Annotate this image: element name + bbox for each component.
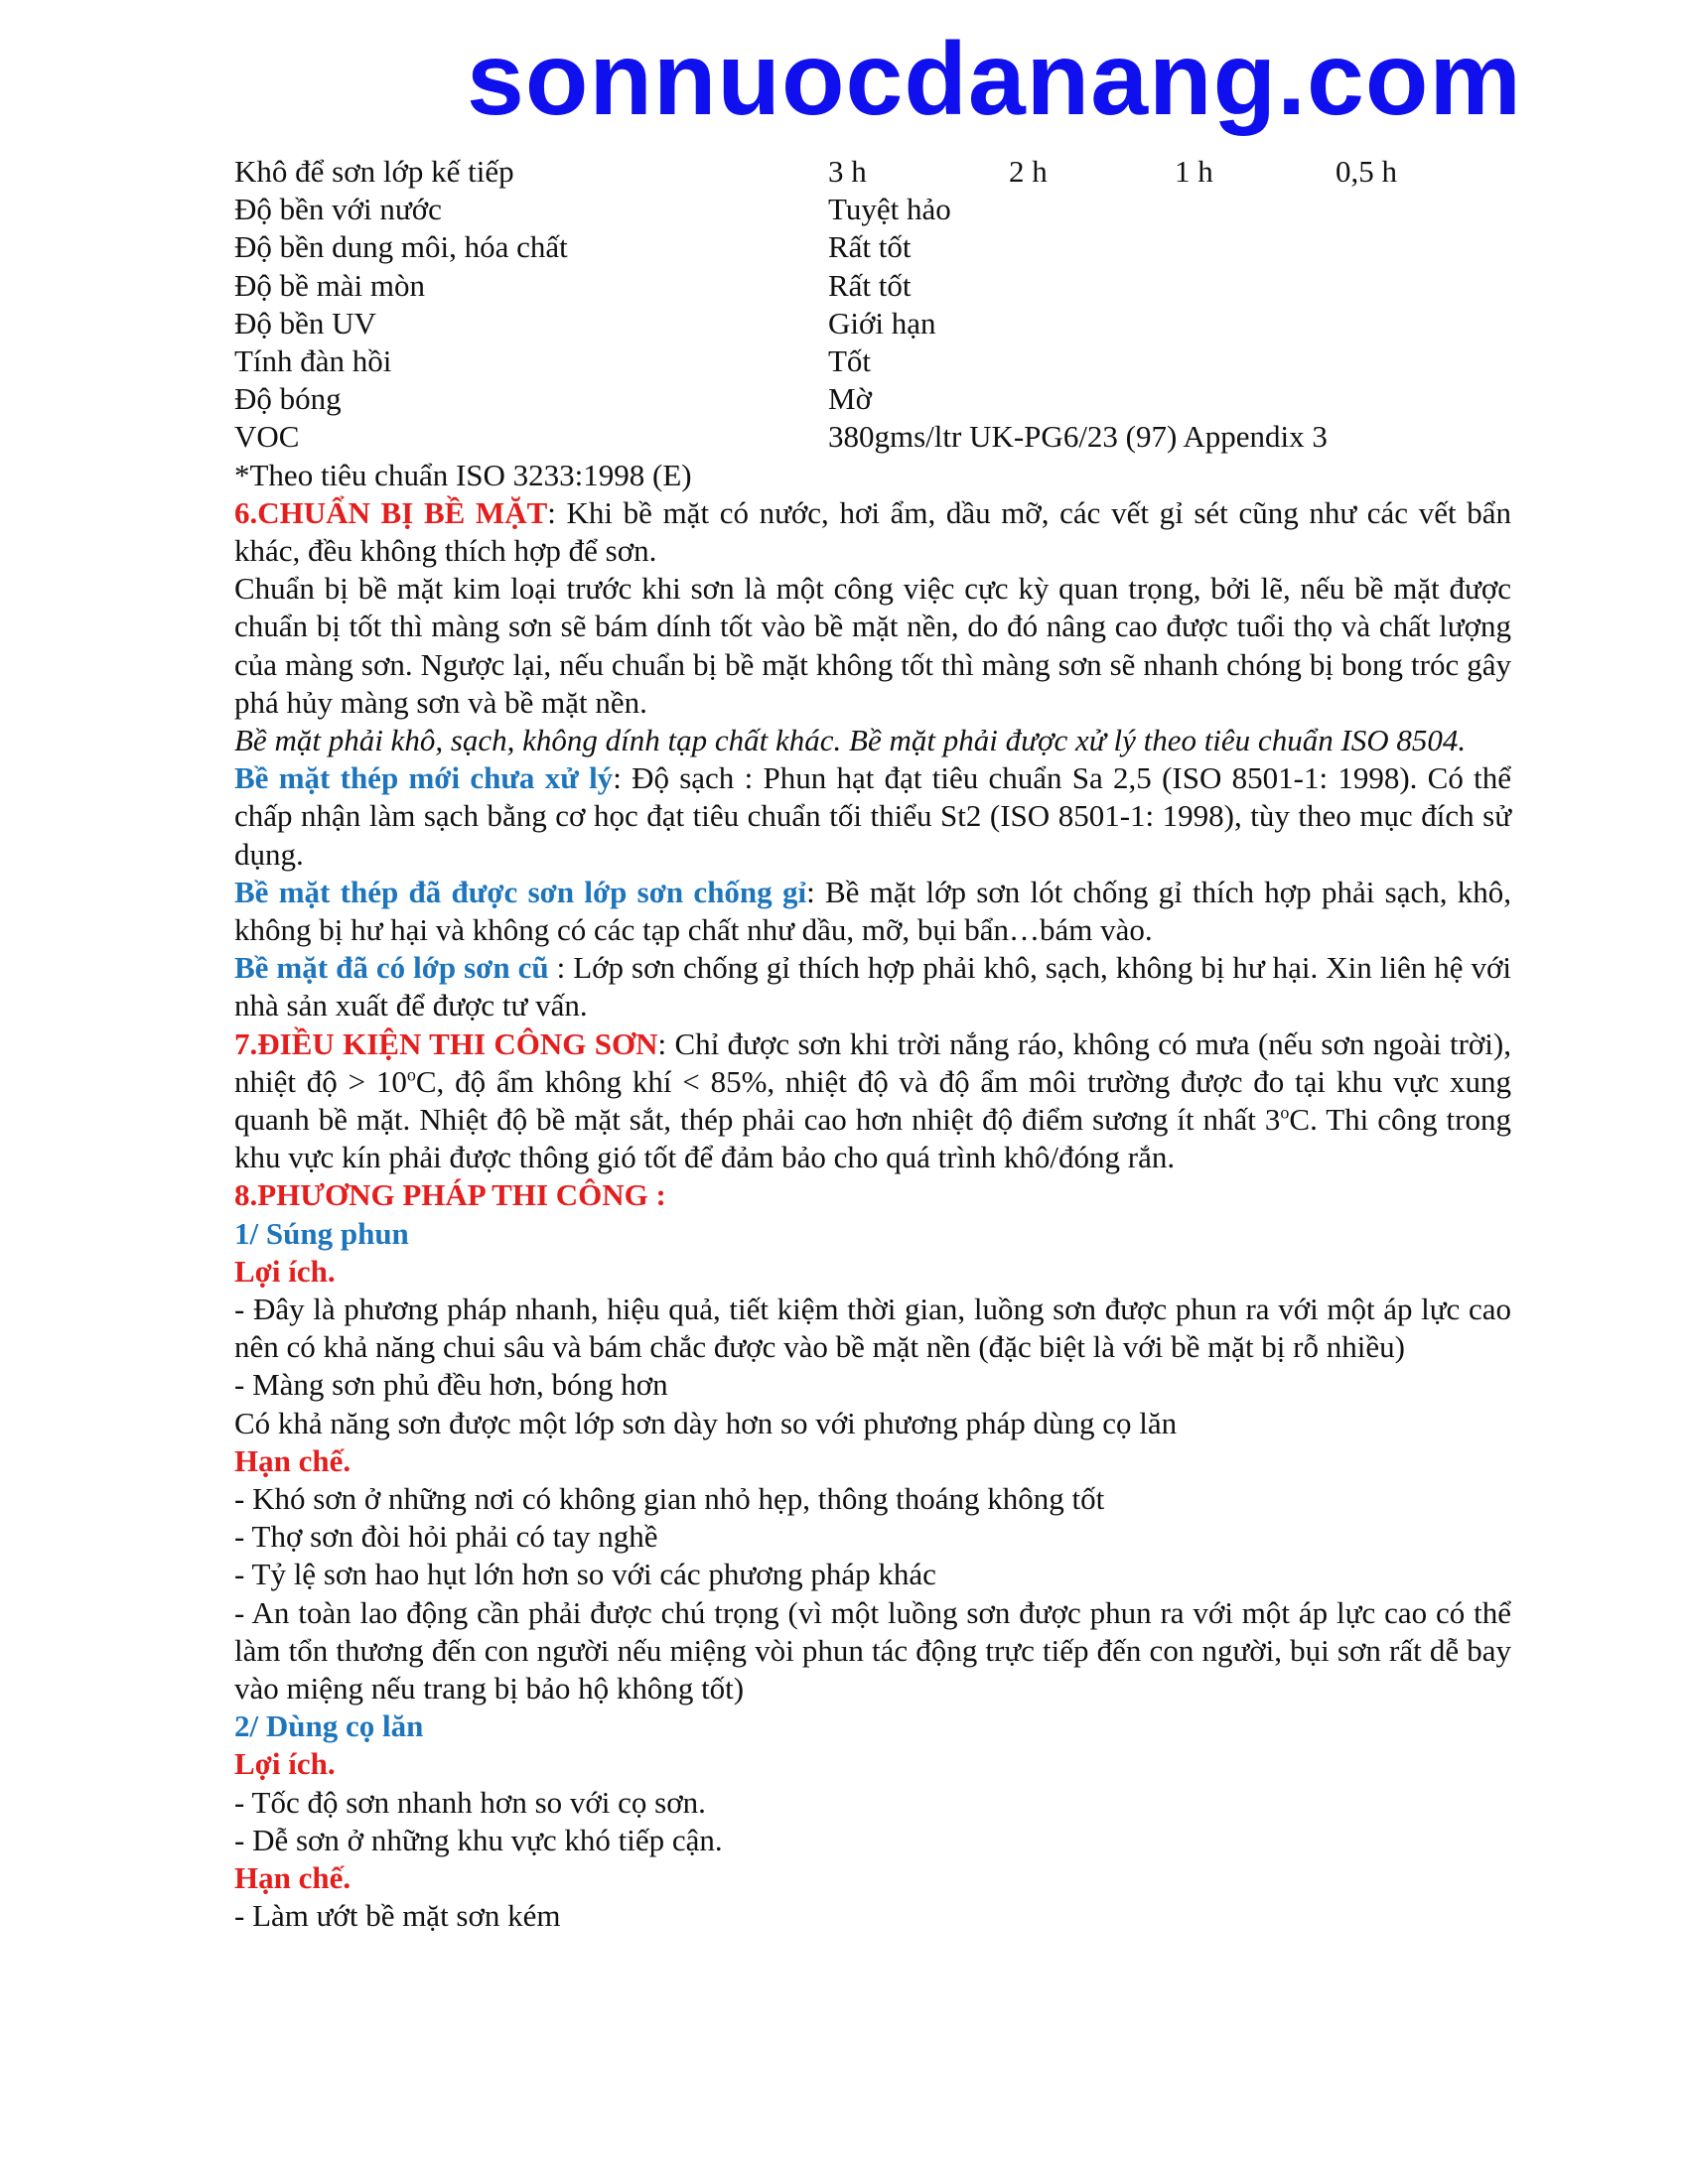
property-label: Độ bền dung môi, hóa chất bbox=[234, 229, 568, 265]
surface-item-text: : Bề mặt lớp sơn lót chống gỉ thích hợp phải sạch, khô, không bị hư hại và không có các tạp chất như dầu, mỡ, bụi bẩn…bám vào. bbox=[234, 874, 1512, 947]
limitation-item: - An toàn lao động cần phải được chú trọng (vì một luồng sơn được phun ra với một áp lực cao có thể làm tổn thương đến con người nếu miệng vòi phun tác động trực tiếp đến con người, bụi sơn rất dễ bay vào miệng nếu trang bị bảo hộ không tốt) bbox=[234, 1594, 1511, 1706]
property-label: Độ bề mài mòn bbox=[234, 267, 425, 303]
conditions-text: C, độ ẩm không khí < 85%, nhiệt độ và độ ẩm môi trường được đo tại khu vực xung quanh bề mặt. Nhiệt độ bề mặt sắt, thép phải cao hơn nhiệt độ điểm sương ít nhất 3 bbox=[234, 1063, 1511, 1137]
dry-time-value: 0,5 h bbox=[1336, 154, 1397, 189]
limitations-heading: Hạn chế. bbox=[234, 1860, 352, 1896]
surface-item-label: Bề mặt đã có lớp sơn cũ bbox=[234, 950, 549, 986]
surface-item-label: Bề mặt thép mới chưa xử lý bbox=[234, 760, 614, 796]
surface-item-label: Bề mặt thép đã được sơn lớp sơn chống gỉ bbox=[234, 874, 807, 909]
limitation-item: - Làm ướt bề mặt sơn kém bbox=[234, 1898, 561, 1934]
property-label: Độ bền UV bbox=[234, 305, 376, 341]
watermark-site-name: sonnuocdanang.com bbox=[467, 22, 1522, 137]
limitation-item: - Tỷ lệ sơn hao hụt lớn hơn so với các phương pháp khác bbox=[234, 1557, 936, 1592]
property-value: Tuyệt hảo bbox=[828, 192, 951, 227]
degree-superscript: o bbox=[406, 1064, 416, 1085]
section-8-heading: 8.PHƯƠNG PHÁP THI CÔNG : bbox=[234, 1177, 666, 1213]
property-row bbox=[234, 418, 1511, 456]
standard-footnote: *Theo tiêu chuẩn ISO 3233:1998 (E) bbox=[234, 457, 692, 492]
property-label: Khô để sơn lớp kế tiếp bbox=[234, 154, 514, 189]
benefit-item: - Đây là phương pháp nhanh, hiệu quả, tiết kiệm thời gian, luồng sơn được phun ra với một áp lực cao nên có khả năng chui sâu và bám chắc được vào bề mặt nền (đặc biệt là với bề mặt bị rỗ nhiều) bbox=[234, 1291, 1511, 1365]
dry-time-value: 1 h bbox=[1175, 154, 1213, 189]
property-value: Mờ bbox=[828, 381, 872, 417]
section-heading: 7.ĐIỀU KIỆN THI CÔNG SƠN bbox=[234, 1025, 658, 1061]
property-row bbox=[234, 380, 1511, 418]
benefit-item: - Màng sơn phủ đều hơn, bóng hơn bbox=[234, 1367, 668, 1403]
property-row bbox=[234, 228, 1511, 266]
limitation-item: - Thợ sơn đòi hỏi phải có tay nghề bbox=[234, 1519, 658, 1555]
limitations-heading: Hạn chế. bbox=[234, 1442, 352, 1478]
surface-prep-paragraph: Chuẩn bị bề mặt kim loại trước khi sơn là một công việc cực kỳ quan trọng, bởi lẽ, nếu bề mặt được chuẩn bị tốt thì màng sơn sẽ bám dính tốt vào bề mặt nền, do đó nâng cao được tuổi thọ và chất lượng của màng sơn. Ngược lại, nếu chuẩn bị bề mặt không tốt thì màng sơn sẽ nhanh chóng bị bong tróc gây phá hủy màng sơn và bề mặt nền. bbox=[234, 571, 1511, 720]
property-row bbox=[234, 305, 1511, 342]
conditions-text: : Chỉ được sơn khi trời nắng ráo, không có mưa (nếu sơn ngoài trời), nhiệt độ > 10 bbox=[234, 1025, 1511, 1099]
benefits-heading: Lợi ích. bbox=[234, 1253, 336, 1289]
property-value: Giới hạn bbox=[828, 305, 936, 341]
surface-item bbox=[234, 874, 1511, 949]
property-row bbox=[234, 191, 1511, 228]
property-label: Độ bóng bbox=[234, 381, 342, 417]
method-title-roller: 2/ Dùng cọ lăn bbox=[234, 1708, 424, 1744]
surface-item-text: : Độ sạch : Phun hạt đạt tiêu chuẩn Sa 2,5 (ISO 8501-1: 1998). Có thể chấp nhận làm sạch bằng cơ học đạt tiêu chuẩn tối thiểu St2 (ISO 8501-1: 1998), tùy theo mục đích sử dụng. bbox=[234, 760, 1511, 872]
property-value: Tốt bbox=[828, 342, 872, 378]
property-value: 380gms/ltr UK-PG6/23 (97) Appendix 3 bbox=[828, 419, 1328, 455]
surface-requirement-note: Bề mặt phải khô, sạch, không dính tạp chất khác. Bề mặt phải được xử lý theo tiêu chuẩn ISO 8504. bbox=[234, 722, 1467, 757]
section-7-conditions bbox=[234, 1025, 1511, 1177]
property-row bbox=[234, 267, 1511, 305]
property-row bbox=[234, 342, 1511, 380]
property-label: VOC bbox=[234, 419, 300, 455]
property-label: Tính đàn hồi bbox=[234, 342, 392, 378]
section-intro-text: : Khi bề mặt có nước, hơi ẩm, dầu mỡ, các vết gỉ sét cũng như các vết bẩn khác, đều không thích hợp để sơn. bbox=[234, 494, 1511, 568]
benefit-item: - Tốc độ sơn nhanh hơn so với cọ sơn. bbox=[234, 1784, 706, 1820]
surface-item bbox=[234, 759, 1511, 874]
document-body bbox=[234, 153, 1511, 1935]
property-value: Rất tốt bbox=[828, 229, 912, 265]
property-row-dry-time bbox=[234, 153, 1511, 191]
method-title-spray: 1/ Súng phun bbox=[234, 1215, 409, 1251]
surface-item bbox=[234, 949, 1511, 1024]
benefit-item: - Dễ sơn ở những khu vực khó tiếp cận. bbox=[234, 1822, 723, 1857]
dry-time-value: 3 h bbox=[828, 154, 867, 189]
section-heading: 6.CHUẨN BỊ BỀ MẶT bbox=[234, 494, 548, 530]
benefit-item: Có khả năng sơn được một lớp sơn dày hơn so với phương pháp dùng cọ lăn bbox=[234, 1405, 1178, 1440]
benefits-heading: Lợi ích. bbox=[234, 1746, 336, 1782]
property-label: Độ bền với nước bbox=[234, 192, 442, 227]
conditions-text: C. Thi công trong khu vực kín phải được thông gió tốt để đảm bảo cho quá trình khô/đóng rắn. bbox=[234, 1101, 1511, 1175]
degree-superscript: o bbox=[1280, 1102, 1290, 1123]
limitation-item: - Khó sơn ở những nơi có không gian nhỏ hẹp, thông thoáng không tốt bbox=[234, 1480, 1105, 1516]
dry-time-value: 2 h bbox=[1009, 154, 1048, 189]
surface-item-text: : Lớp sơn chống gỉ thích hợp phải khô, sạch, không bị hư hại. Xin liên hệ với nhà sản xuất để được tư vấn. bbox=[234, 950, 1512, 1024]
section-6-intro bbox=[234, 494, 1511, 570]
property-value: Rất tốt bbox=[828, 267, 912, 303]
